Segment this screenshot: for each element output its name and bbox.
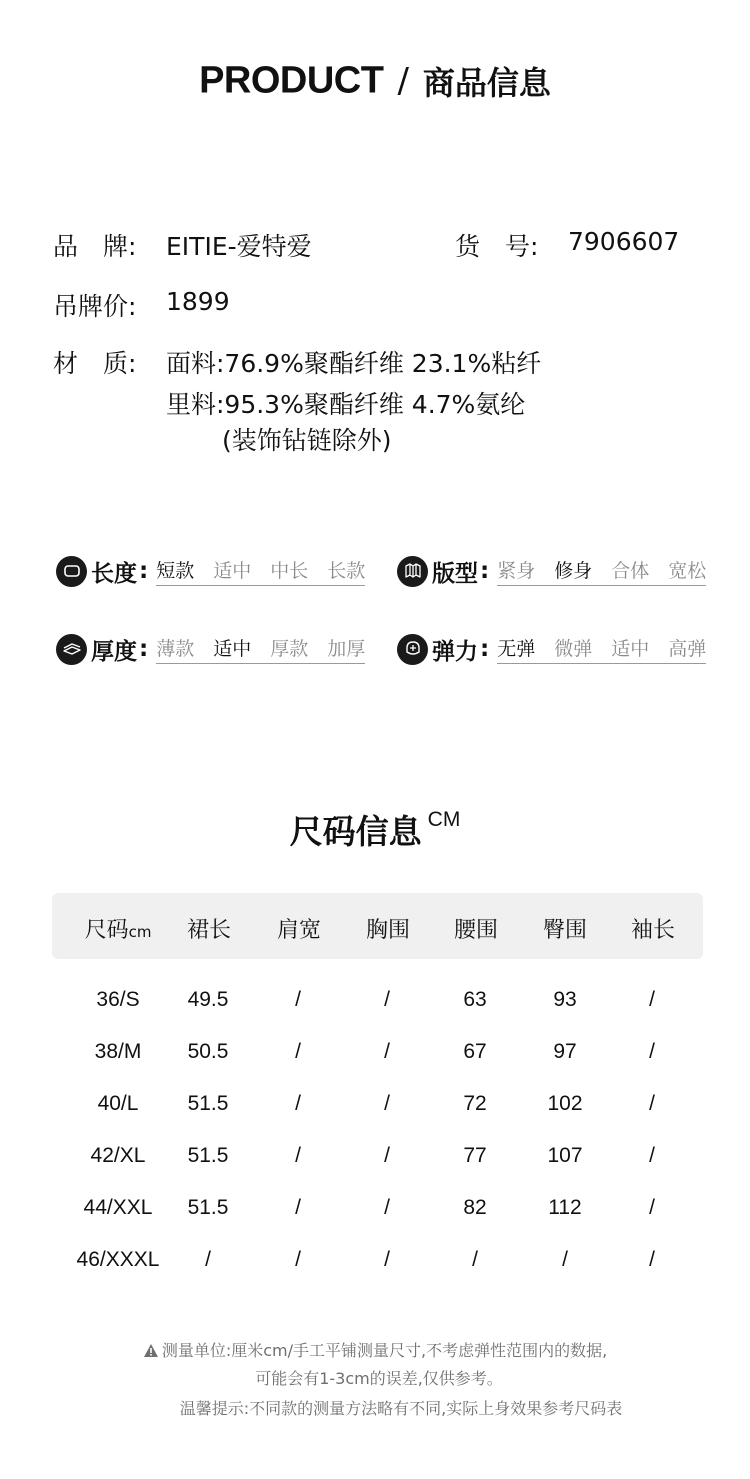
measure-cell: 51.5	[187, 1092, 229, 1115]
attr-length-label: 长度	[91, 560, 137, 587]
size-cell: 42/XL	[90, 1144, 146, 1167]
measure-cell: /	[384, 1248, 390, 1271]
material-label-a: 材	[53, 349, 79, 378]
fit-option: 合体	[611, 560, 650, 582]
measure-cell: 77	[463, 1144, 487, 1167]
elasticity-option: 高弹	[668, 638, 707, 660]
attr-fit	[397, 554, 706, 588]
attr-elasticity-label: 弹力	[432, 638, 478, 665]
measure-cell: 51.5	[187, 1144, 229, 1167]
size-table-header-cell: 腰围	[453, 918, 498, 943]
material-label	[53, 344, 136, 380]
attr-length	[56, 554, 365, 588]
sku-value: 7906607	[568, 227, 680, 256]
measure-cell: /	[295, 1248, 301, 1271]
size-title-unit: CM	[427, 808, 461, 831]
measure-cell: /	[649, 1040, 655, 1063]
measure-cell: 67	[463, 1040, 487, 1063]
thickness-option: 适中	[213, 638, 252, 660]
page-header	[0, 58, 750, 104]
measure-cell: /	[562, 1248, 568, 1271]
size-cell: 44/XXL	[83, 1196, 153, 1219]
header-separator: /	[397, 61, 409, 101]
measure-cell: /	[384, 1144, 390, 1167]
measure-cell: /	[384, 1040, 390, 1063]
material-line-2: 里料:95.3%聚酯纤维 4.7%氨纶	[166, 390, 526, 419]
header-title-cn: 商品信息	[422, 64, 551, 102]
attr-thickness-label: 厚度	[91, 638, 137, 665]
size-section-title	[0, 806, 750, 853]
thickness-icon	[56, 634, 87, 665]
measure-cell: /	[649, 1144, 655, 1167]
note-line-3: 温馨提示:不同款的测量方法略有不同,实际上身效果参考尺码表	[179, 1399, 623, 1418]
measure-cell: 107	[547, 1144, 583, 1167]
material-line-1: 面料:76.9%聚酯纤维 23.1%粘纤	[166, 349, 542, 378]
measure-cell: 63	[463, 988, 487, 1011]
measure-cell: /	[384, 1196, 390, 1219]
fit-option: 紧身	[497, 560, 536, 582]
header-size-label: 尺码	[84, 918, 129, 943]
measure-cell: /	[384, 1092, 390, 1115]
length-option: 中长	[270, 560, 309, 582]
measure-cell: 51.5	[187, 1196, 229, 1219]
length-option: 适中	[213, 560, 252, 582]
measure-cell: /	[205, 1248, 211, 1271]
measure-cell: /	[295, 1196, 301, 1219]
sku-label	[455, 227, 538, 263]
brand-value: EITIE-爱特爱	[166, 232, 312, 261]
measure-cell: 50.5	[187, 1040, 229, 1063]
size-cell: 36/S	[96, 988, 140, 1011]
elasticity-option: 适中	[611, 638, 650, 660]
size-cell: 38/M	[94, 1040, 142, 1063]
warning-icon	[143, 1343, 159, 1362]
attr-length-colon: :	[139, 558, 149, 584]
measure-cell: 82	[463, 1196, 487, 1219]
length-option: 短款	[156, 560, 195, 582]
fit-icon	[397, 556, 428, 587]
size-table-header	[52, 893, 703, 959]
sku-label-b: 号:	[505, 232, 539, 261]
sku-label-a: 货	[455, 232, 481, 261]
brand-label-a: 品	[53, 232, 79, 261]
size-table-header-cell: 裙长	[186, 918, 231, 943]
fit-option: 修身	[554, 560, 593, 582]
thickness-option: 厚款	[270, 638, 309, 660]
attr-fit-options	[497, 556, 706, 586]
measure-cell: 97	[553, 1040, 577, 1063]
length-option: 长款	[327, 560, 366, 582]
attr-elasticity-options	[497, 634, 706, 664]
measure-cell: 93	[553, 988, 577, 1011]
measure-cell: /	[295, 988, 301, 1011]
note-line-1	[0, 1338, 750, 1362]
attr-length-options	[156, 556, 365, 586]
attr-fit-label: 版型	[432, 560, 478, 587]
thickness-option: 薄款	[156, 638, 195, 660]
measure-cell: /	[384, 988, 390, 1011]
size-table-header-cell: 胸围	[365, 918, 410, 943]
size-cell: 40/L	[97, 1092, 139, 1115]
attr-elasticity-colon: :	[480, 636, 490, 662]
length-icon	[56, 556, 87, 587]
size-table-header-cell: 袖长	[630, 918, 675, 943]
elasticity-option: 无弹	[497, 638, 536, 660]
measure-cell: /	[649, 1248, 655, 1271]
material-line-3: (装饰钻链除外)	[222, 426, 392, 455]
elasticity-icon	[397, 634, 428, 665]
size-title: 尺码信息	[289, 812, 422, 851]
attr-thickness-options	[156, 634, 365, 664]
measure-cell: /	[295, 1144, 301, 1167]
brand-label-b: 牌:	[103, 232, 137, 261]
measure-cell: 72	[463, 1092, 487, 1115]
brand-label	[53, 227, 136, 263]
note-line-2: 可能会有1-3cm的误差,仅供参考。	[255, 1369, 503, 1388]
attr-thickness	[56, 632, 365, 666]
fit-option: 宽松	[668, 560, 707, 582]
elasticity-option: 微弹	[554, 638, 593, 660]
size-table-header-cell: 臀围	[542, 918, 587, 943]
header-unit: cm	[128, 923, 152, 941]
size-cell: 46/XXXL	[76, 1248, 160, 1271]
header-title-en: PRODUCT	[199, 59, 384, 102]
material-label-b: 质:	[103, 349, 137, 378]
measure-cell: /	[472, 1248, 478, 1271]
measure-cell: /	[295, 1040, 301, 1063]
measure-cell: /	[295, 1092, 301, 1115]
measure-cell: 49.5	[187, 988, 229, 1011]
size-table-header-cell	[73, 913, 163, 944]
measure-cell: /	[649, 988, 655, 1011]
measure-cell: /	[649, 1196, 655, 1219]
price-value: 1899	[166, 287, 230, 316]
attr-elasticity	[397, 632, 706, 666]
measure-cell: 102	[547, 1092, 583, 1115]
thickness-option: 加厚	[327, 638, 366, 660]
attr-thickness-colon: :	[139, 636, 149, 662]
price-label: 吊牌价:	[53, 292, 137, 321]
measure-cell: 112	[548, 1196, 582, 1219]
note-line-1-text: 测量单位:厘米cm/手工平铺测量尺寸,不考虑弹性范围内的数据,	[161, 1341, 608, 1360]
measure-cell: /	[649, 1092, 655, 1115]
size-table-header-cell: 肩宽	[276, 918, 321, 943]
attr-fit-colon: :	[480, 558, 490, 584]
